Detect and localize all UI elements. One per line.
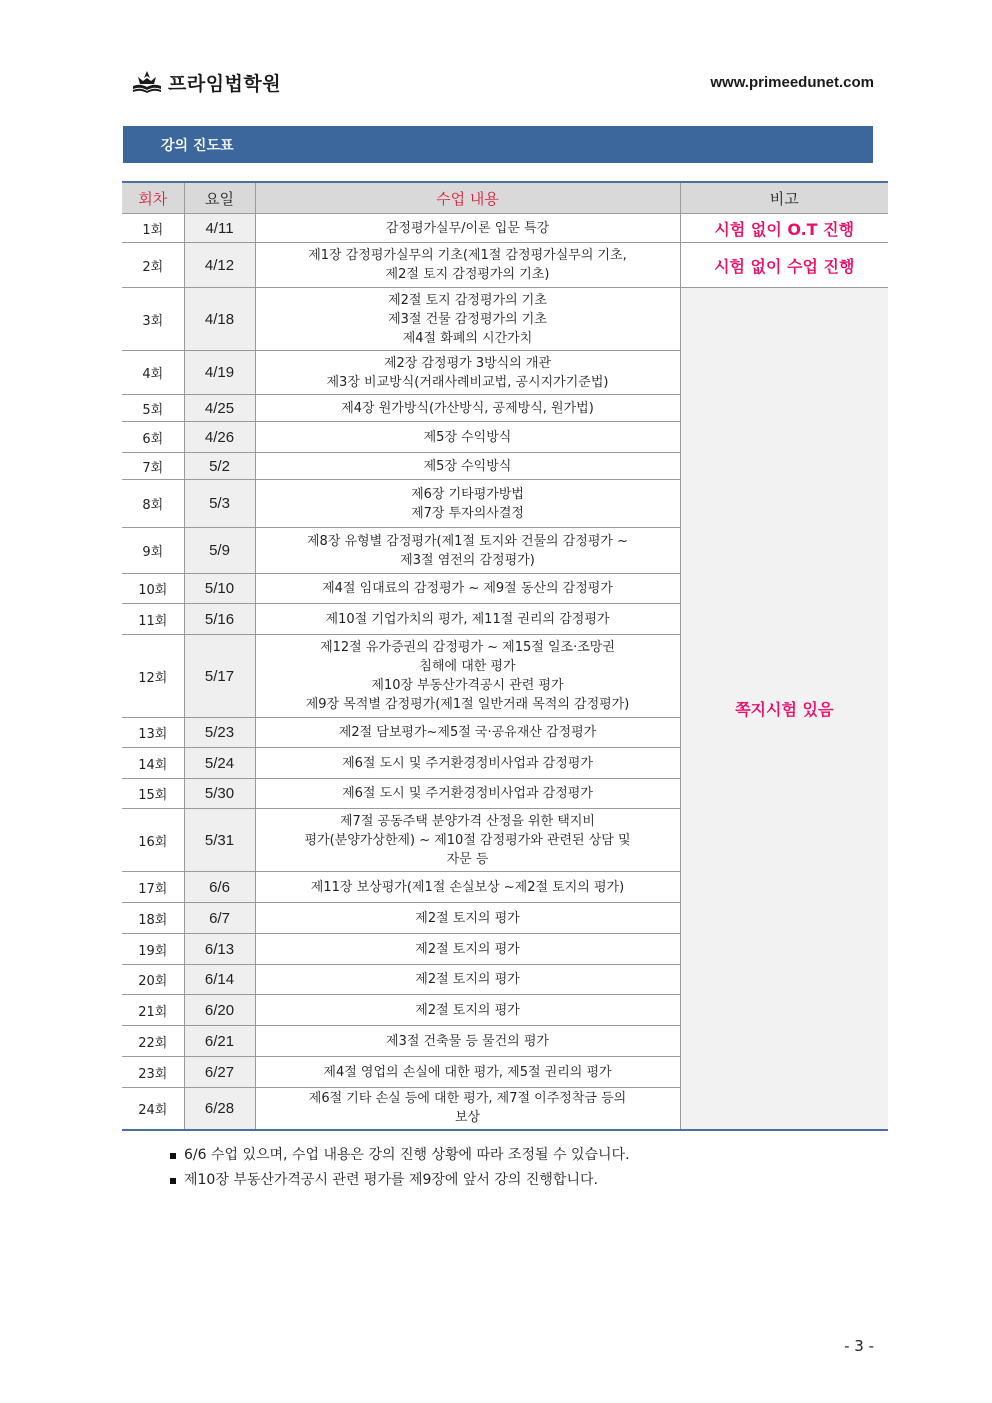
content-cell: [255, 872, 680, 903]
content-line: 침해에 대한 평가: [419, 659, 516, 674]
date-cell: 5/9: [184, 528, 255, 574]
content-line: 제10장 부동산가격공시 관련 평가: [371, 678, 564, 693]
footnote-item: 6/6 수업 있으며, 수업 내용은 강의 진행 상황에 따라 조정될 수 있습니다.: [170, 1143, 630, 1168]
round-cell: 6회: [122, 422, 184, 453]
content-line: 제2절 토지의 평가: [415, 910, 520, 926]
content-line: 제2절 토지의 평가: [415, 972, 520, 987]
content-cell: [255, 351, 680, 395]
content-cell: [255, 528, 680, 574]
site-url[interactable]: www.primeedunet.com: [710, 74, 874, 91]
content-line: 제4절 임대료의 감정평가 ~ 제9절 동산의 감정평가: [322, 581, 613, 596]
content-cell: [255, 903, 680, 934]
content-line: 제3절 건축물 등 물건의 평가: [386, 1033, 549, 1049]
content-line: 제2절 토지의 평가: [415, 941, 520, 957]
content-line: 제4장 원가방식(가산방식, 공제방식, 원가법): [341, 400, 594, 416]
col-header-day: 요일: [184, 182, 255, 214]
square-bullet-icon: [170, 1153, 176, 1159]
date-cell: 4/25: [184, 395, 255, 422]
content-line: 제7절 공동주택 분양가격 산정을 위한 택지비: [340, 813, 595, 829]
brand-name: 프라임법학원: [168, 72, 282, 95]
book-crown-icon: [132, 69, 162, 95]
date-cell: 6/20: [184, 995, 255, 1026]
content-line: 제2절 담보평가~제5절 국·공유재산 감정평가: [338, 725, 597, 740]
date-cell: 4/26: [184, 422, 255, 453]
brand-logo: [132, 68, 281, 96]
content-line: 제3절 염전의 감정평가): [400, 552, 535, 568]
round-cell: 19회: [122, 934, 184, 965]
round-cell: 1회: [122, 214, 184, 243]
date-cell: 5/16: [184, 604, 255, 635]
round-cell: 12회: [122, 635, 184, 718]
date-cell: 5/30: [184, 779, 255, 809]
date-cell: 6/27: [184, 1057, 255, 1088]
date-cell: 5/31: [184, 809, 255, 872]
date-cell: 5/2: [184, 453, 255, 480]
date-cell: 5/23: [184, 718, 255, 748]
content-cell: [255, 288, 680, 351]
content-line: 제8장 유형별 감정평가(제1절 토지와 건물의 감정평가 ~: [306, 533, 629, 549]
date-cell: 6/13: [184, 934, 255, 965]
content-cell: [255, 995, 680, 1026]
date-cell: 4/11: [184, 214, 255, 243]
content-line: 제6절 도시 및 주거환경정비사업과 감정평가: [342, 786, 593, 801]
round-cell: 11회: [122, 604, 184, 635]
content-line: 제3장 비교방식(거래사례비교법, 공시지가기준법): [326, 374, 609, 390]
date-cell: 6/28: [184, 1088, 255, 1130]
date-cell: 4/19: [184, 351, 255, 395]
section-title: 강의 진도표: [161, 138, 234, 154]
content-line: 제6절 기타 손실 등에 대한 평가, 제7절 이주정착금 등의: [308, 1091, 627, 1107]
content-line: 감정평가실무/이론 입문 특강: [385, 220, 550, 236]
content-line: 제5장 수익방식: [423, 458, 512, 474]
content-cell: [255, 453, 680, 480]
round-cell: 9회: [122, 528, 184, 574]
content-line: 제2장 감정평가 3방식의 개관: [383, 355, 552, 371]
content-cell: [255, 1026, 680, 1057]
date-cell: 4/18: [184, 288, 255, 351]
round-cell: 22회: [122, 1026, 184, 1057]
round-cell: 5회: [122, 395, 184, 422]
section-title-bar: [123, 126, 873, 163]
table-row: [122, 243, 888, 288]
round-cell: 15회: [122, 779, 184, 809]
date-cell: 5/10: [184, 574, 255, 604]
content-cell: [255, 1057, 680, 1088]
date-cell: 5/24: [184, 748, 255, 779]
round-cell: 13회: [122, 718, 184, 748]
content-cell: [255, 1088, 680, 1130]
footnote-item: 제10장 부동산가격공시 관련 평가를 제9장에 앞서 강의 진행합니다.: [170, 1168, 630, 1193]
remark-cell: 시험 없이 O.T 진행: [680, 214, 888, 243]
content-line: 자문 등: [446, 851, 489, 867]
round-cell: 18회: [122, 903, 184, 934]
round-cell: 10회: [122, 574, 184, 604]
footnotes: [170, 1143, 630, 1193]
col-header-round: 회차: [122, 182, 184, 214]
round-cell: 23회: [122, 1057, 184, 1088]
remark-cell-quiz: 쪽지시험 있음: [680, 288, 888, 1130]
content-cell: [255, 395, 680, 422]
content-line: 제2절 토지의 평가: [415, 1002, 520, 1018]
content-cell: [255, 748, 680, 779]
content-line: 제1장 감정평가실무의 기초(제1절 감정평가실무의 기초,: [308, 248, 627, 263]
content-cell: [255, 809, 680, 872]
schedule-table: [122, 181, 888, 1131]
content-line: 제2절 토지 감정평가의 기초): [385, 267, 550, 282]
col-header-content: 수업 내용: [255, 182, 680, 214]
round-cell: 2회: [122, 243, 184, 288]
round-cell: 16회: [122, 809, 184, 872]
table-header-row: [122, 182, 888, 214]
content-line: 제6절 도시 및 주거환경정비사업과 감정평가: [342, 755, 593, 771]
remark-cell: 시험 없이 수업 진행: [680, 243, 888, 288]
date-cell: 5/17: [184, 635, 255, 718]
content-cell: [255, 779, 680, 809]
content-cell: [255, 214, 680, 243]
content-cell: [255, 635, 680, 718]
content-line: 제12절 유가증권의 감정평가 ~ 제15절 일조·조망권: [320, 640, 615, 655]
content-cell: [255, 422, 680, 453]
round-cell: 8회: [122, 480, 184, 528]
content-line: 제4절 화폐의 시간가치: [402, 330, 533, 346]
round-cell: 3회: [122, 288, 184, 351]
content-line: 제4절 영업의 손실에 대한 평가, 제5절 권리의 평가: [323, 1064, 612, 1080]
date-cell: 6/21: [184, 1026, 255, 1057]
round-cell: 17회: [122, 872, 184, 903]
round-cell: 4회: [122, 351, 184, 395]
content-cell: [255, 965, 680, 995]
date-cell: 6/6: [184, 872, 255, 903]
content-cell: [255, 574, 680, 604]
content-line: 평가(분양가상한제) ~ 제10절 감정평가와 관련된 상담 및: [304, 832, 631, 848]
date-cell: 6/7: [184, 903, 255, 934]
content-line: 제10절 기업가치의 평가, 제11절 권리의 감정평가: [325, 611, 610, 627]
round-cell: 14회: [122, 748, 184, 779]
content-line: 제7장 투자의사결정: [411, 505, 524, 521]
content-cell: [255, 934, 680, 965]
content-line: 제9장 목적별 감정평가(제1절 일반거래 목적의 감정평가): [305, 697, 630, 712]
content-cell: [255, 718, 680, 748]
date-cell: 5/3: [184, 480, 255, 528]
content-line: 제5장 수익방식: [423, 429, 512, 445]
content-cell: [255, 243, 680, 288]
round-cell: 21회: [122, 995, 184, 1026]
content-line: 제2절 토지 감정평가의 기초: [388, 292, 547, 308]
page-number: - 3 -: [844, 1337, 874, 1355]
date-cell: 4/12: [184, 243, 255, 288]
date-cell: 6/14: [184, 965, 255, 995]
round-cell: 7회: [122, 453, 184, 480]
content-line: 제6장 기타평가방법: [411, 486, 524, 502]
content-line: 제3절 건물 감정평가의 기초: [388, 311, 547, 327]
table-row: [122, 288, 888, 351]
content-cell: [255, 604, 680, 635]
square-bullet-icon: [170, 1178, 176, 1184]
content-cell: [255, 480, 680, 528]
content-line: 보상: [454, 1110, 481, 1126]
table-row: [122, 214, 888, 243]
content-line: 제11장 보상평가(제1절 손실보상 ~제2절 토지의 평가): [310, 879, 625, 895]
col-header-remarks: 비고: [680, 182, 888, 214]
round-cell: 24회: [122, 1088, 184, 1130]
round-cell: 20회: [122, 965, 184, 995]
